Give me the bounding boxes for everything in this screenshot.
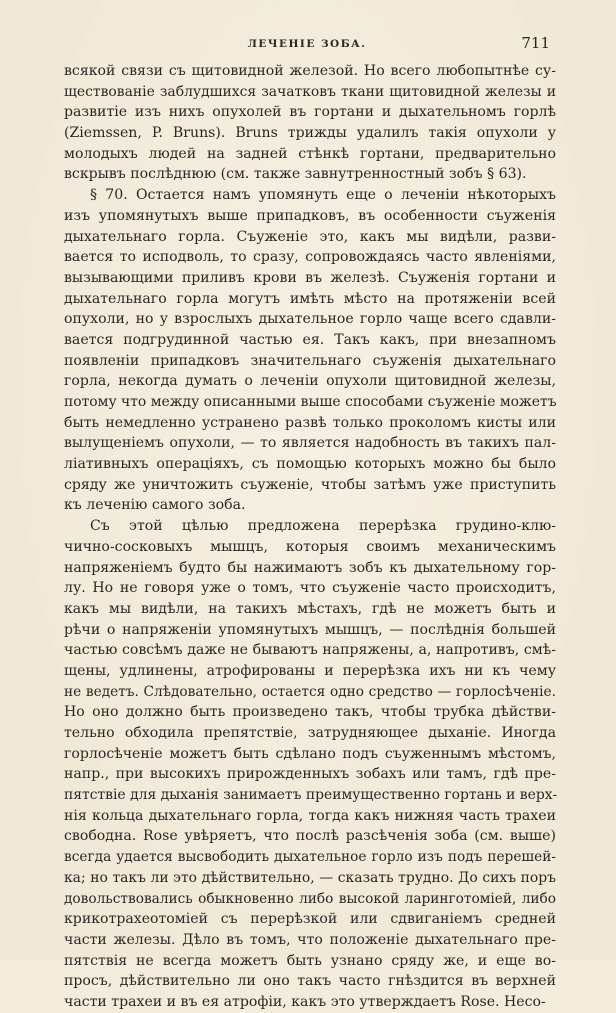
running-title: ЛЕЧЕНІЕ ЗОБА. <box>247 38 367 50</box>
text-line: изъ упомянутыхъ выше припадковъ, въ особенности съуженія <box>64 207 556 224</box>
running-head <box>64 34 550 56</box>
text-line: рѣчи о напряженіи упомянутыхъ мышцъ, — послѣднія большей <box>64 621 556 638</box>
text-line: пятствіе для дыханія занимаетъ преимущественно гортань и верх- <box>64 787 558 804</box>
text-line: щены, удлинены, атрофированы и перерѣзка ихъ ни къ чему <box>64 662 556 679</box>
text-line: горла, некогда думать о леченіи опухоли щитовидной железы, <box>64 373 556 390</box>
text-line: не ведетъ. Слѣдовательно, остается одно средство — горлосѣченіе. <box>64 683 556 700</box>
text-line: къ леченію самого зоба. <box>64 497 246 514</box>
text-line: пятствія не всегда можетъ быть узнано сряду же, и еще во- <box>64 952 556 969</box>
text-line: вызывающими приливъ крови въ железѣ. Съуженія гортани и <box>64 269 556 286</box>
text-line: довольствовались обыкновенно либо высокой ларинготоміей, либо <box>64 890 556 907</box>
text-line: вылущеніемъ опухоли, — то является надобность въ такихъ пал- <box>64 435 556 452</box>
text-line: части железы. Дѣло въ томъ, что положеніе дыхательнаго пре- <box>64 931 556 948</box>
text-line: быть немедленно устранено развѣ только проколомъ кисты или <box>64 414 556 431</box>
text-line: лу. Но не говоря уже о томъ, что съуженіе часто происходитъ, <box>64 580 556 597</box>
text-line: напр., при высокихъ прирожденныхъ зобахъ или тамъ, гдѣ пре- <box>64 766 556 783</box>
text-line: крикотрахеотоміей съ перерѣзкой или сдвиганіемъ средней <box>64 911 556 928</box>
text-line: всегда удается высвободить дыхательное горло изъ подъ перешей- <box>64 849 556 866</box>
text-line: частью совсѣмъ даже не бываютъ напряжены, а, напротивъ, смѣ- <box>64 642 556 659</box>
text-line: вается то исподволь, то сразу, сопровождаясь часто явленіями, <box>64 249 556 266</box>
text-line: § 70. Остается намъ упомянуть еще о леченіи нѣкоторыхъ <box>90 187 556 204</box>
text-line: (Ziemssen, P. Bruns). Bruns трижды удалилъ такія опухоли у <box>64 125 556 142</box>
text-line: вается подгрудинной частью ея. Такъ какъ, при внезапномъ <box>64 331 556 348</box>
text-line: ліативныхъ операціяхъ, съ помощью которыхъ можно бы было <box>64 456 556 473</box>
text-line: ществованіе заблудшихся зачатковъ ткани щитовидной железы и <box>64 83 556 100</box>
text-line: части трахеи и въ ея атрофіи, какъ это утверждаетъ Rose. Несо- <box>64 993 546 1010</box>
text-line: появленіи припадковъ значительнаго съуженія дыхательнаго <box>64 352 556 369</box>
text-line: свободна. Rose увѣряетъ, что послѣ разсѣченія зоба (см. выше) <box>64 828 556 845</box>
page-number: 711 <box>521 34 550 52</box>
text-line: вскрывъ послѣднюю (см. также завнутренностный зобъ § 63). <box>64 166 527 183</box>
text-line: Съ этой цѣлью предложена перерѣзка грудино-клю- <box>90 518 556 535</box>
text-line: какъ мы видѣли, на такихъ мѣстахъ, гдѣ не можетъ быть и <box>64 600 556 617</box>
text-line: дыхательнаго горла. Съуженіе это, какъ мы видѣли, разви- <box>64 228 556 245</box>
text-line: напряженіемъ будто бы нажимаютъ зобъ къ дыхательному гор- <box>64 559 556 576</box>
text-line: потому что между описанными выше способами съуженіе можетъ <box>64 394 557 410</box>
text-line: дыхательнаго горла могутъ имѣть мѣсто на протяженіи всей <box>64 290 556 307</box>
text-line: всякой связи съ щитовидной железой. Но всего любопытнѣе су- <box>64 63 556 79</box>
text-line: Но оно должно быть произведено такъ, чтобы трубка дѣйстви- <box>64 704 556 721</box>
text-line: молодыхъ людей на задней стѣнкѣ гортани, предварительно <box>64 145 556 162</box>
text-line: горлосѣченіе можетъ быть сдѣлано подъ съуженнымъ мѣстомъ, <box>64 745 556 762</box>
text-line: чично-сосковыхъ мышцъ, которыя своимъ механическимъ <box>64 538 556 555</box>
text-line: ка; но такъ ли это дѣйствительно, — сказать трудно. До сихъ поръ <box>64 869 556 886</box>
text-line: опухоли, но у взрослыхъ дыхательное горло чаще всего сдавли- <box>64 311 556 328</box>
text-line: нія кольца дыхательнаго горла, тогда какъ нижняя часть трахеи <box>64 807 556 824</box>
text-line: развитіе изъ нихъ опухолей въ гортани и дыхательномъ горлѣ <box>64 104 556 121</box>
text-line: просъ, дѣйствительно ли оно такъ часто гнѣздится въ верхней <box>64 973 556 990</box>
text-line: сряду же уничтожить съуженіе, чтобы затѣмъ уже приступить <box>64 476 556 493</box>
body-text <box>64 61 556 1013</box>
text-line: тельно обходила препятствіе, затрудняющее дыханіе. Иногда <box>64 725 556 741</box>
